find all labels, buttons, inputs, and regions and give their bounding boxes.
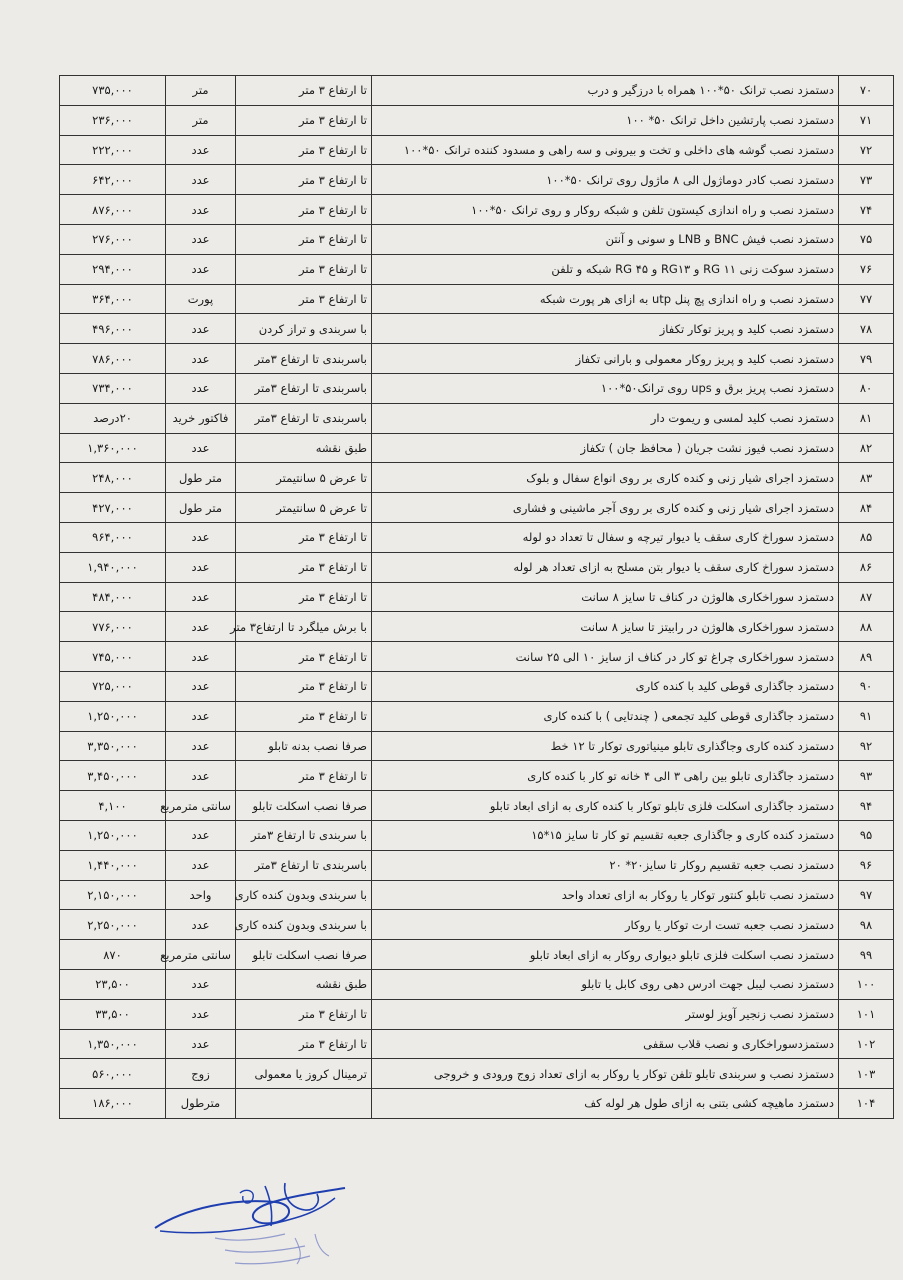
table-row — [60, 820, 894, 850]
row-unit-cell: عدد — [166, 373, 236, 403]
row-condition-cell: باسربندی تا ارتفاع ۳متر — [236, 373, 372, 403]
row-description-cell: دستمزد نصب زنجیر آویز لوستر — [372, 999, 839, 1029]
row-number-cell: ۷۲ — [839, 135, 894, 165]
row-number-cell: ۹۱ — [839, 701, 894, 731]
row-description-cell: دستمزد نصب فیوز نشت جریان ( محافظ جان ) تکفاز — [372, 433, 839, 463]
row-price-cell: ۲۳۶,۰۰۰ — [60, 105, 166, 135]
row-condition-cell: باسربندی تا ارتفاع ۳متر — [236, 344, 372, 374]
row-description-cell: دستمزد جاگذاری تابلو بین راهی ۳ الی ۴ خانه تو کار با کنده کاری — [372, 761, 839, 791]
row-price-cell: ۷۳۴,۰۰۰ — [60, 373, 166, 403]
row-condition-cell: تا ارتفاع ۳ متر — [236, 642, 372, 672]
row-unit-cell: عدد — [166, 224, 236, 254]
table-row — [60, 373, 894, 403]
row-description-cell: دستمزد نصب پریز برق و ups روی ترانک۵۰*۱۰۰ — [372, 373, 839, 403]
row-condition-cell: با سربندی وبدون کنده کاری — [236, 910, 372, 940]
row-number-cell: ۹۴ — [839, 791, 894, 821]
row-price-cell: ۴,۱۰۰ — [60, 791, 166, 821]
row-unit-cell: سانتی مترمربع — [166, 940, 236, 970]
row-price-cell: ۸۷۶,۰۰۰ — [60, 195, 166, 225]
row-description-cell: دستمزد جاگذاری قوطی کلید تجمعی ( چندتایی ) با کنده کاری — [372, 701, 839, 731]
row-number-cell: ۷۵ — [839, 224, 894, 254]
row-price-cell: ۱,۳۵۰,۰۰۰ — [60, 1029, 166, 1059]
row-number-cell: ۸۷ — [839, 582, 894, 612]
row-condition-cell: تا ارتفاع ۳ متر — [236, 135, 372, 165]
row-number-cell: ۷۳ — [839, 165, 894, 195]
row-unit-cell: عدد — [166, 999, 236, 1029]
row-number-cell: ۱۰۲ — [839, 1029, 894, 1059]
row-unit-cell: عدد — [166, 910, 236, 940]
row-description-cell: دستمزد نصب جعبه تست ارت توکار یا روکار — [372, 910, 839, 940]
row-price-cell: ۱,۲۵۰,۰۰۰ — [60, 701, 166, 731]
row-price-cell: ۹۶۴,۰۰۰ — [60, 522, 166, 552]
row-description-cell: دستمزدسوراخکاری و نصب قلاب سقفی — [372, 1029, 839, 1059]
row-price-cell: ۱۸۶,۰۰۰ — [60, 1089, 166, 1119]
table-row — [60, 642, 894, 672]
row-unit-cell: عدد — [166, 195, 236, 225]
row-condition-cell: تا ارتفاع ۳ متر — [236, 701, 372, 731]
row-price-cell: ۳۳,۵۰۰ — [60, 999, 166, 1029]
row-unit-cell: عدد — [166, 701, 236, 731]
row-price-cell: ۷۲۵,۰۰۰ — [60, 671, 166, 701]
row-number-cell: ۹۳ — [839, 761, 894, 791]
row-unit-cell: عدد — [166, 582, 236, 612]
table-row — [60, 940, 894, 970]
table-row — [60, 1089, 894, 1119]
row-unit-cell: عدد — [166, 254, 236, 284]
row-description-cell: دستمزد نصب و راه اندازی کیستون تلفن و شبکه روکار و روی ترانک ۵۰*۱۰۰ — [372, 195, 839, 225]
table-row — [60, 880, 894, 910]
row-number-cell: ۷۶ — [839, 254, 894, 284]
row-unit-cell: متر طول — [166, 463, 236, 493]
row-description-cell: دستمزد نصب و راه اندازی پچ پنل utp به ازای هر پورت شبکه — [372, 284, 839, 314]
row-description-cell: دستمزد نصب کلید و پریز روکار معمولی و بارانی تکفاز — [372, 344, 839, 374]
row-condition-cell: تا ارتفاع ۳ متر — [236, 999, 372, 1029]
row-unit-cell: واحد — [166, 880, 236, 910]
row-condition-cell: تا ارتفاع ۳ متر — [236, 195, 372, 225]
row-price-cell: ۶۴۲,۰۰۰ — [60, 165, 166, 195]
row-unit-cell: عدد — [166, 552, 236, 582]
row-price-cell: ۷۳۵,۰۰۰ — [60, 76, 166, 106]
row-price-cell: ۲۳,۵۰۰ — [60, 969, 166, 999]
row-unit-cell: عدد — [166, 850, 236, 880]
row-number-cell: ۷۰ — [839, 76, 894, 106]
row-number-cell: ۱۰۱ — [839, 999, 894, 1029]
row-number-cell: ۹۹ — [839, 940, 894, 970]
row-number-cell: ۹۲ — [839, 731, 894, 761]
row-number-cell: ۱۰۴ — [839, 1089, 894, 1119]
row-number-cell: ۸۵ — [839, 522, 894, 552]
row-price-cell: ۳,۴۵۰,۰۰۰ — [60, 761, 166, 791]
row-price-cell: ۵۶۰,۰۰۰ — [60, 1059, 166, 1089]
row-description-cell: دستمزد سوراخ کاری سقف یا دیوار بتن مسلح به ازای تعداد هر لوله — [372, 552, 839, 582]
row-unit-cell: عدد — [166, 612, 236, 642]
row-price-cell: ۲۰درصد — [60, 403, 166, 433]
table-row — [60, 344, 894, 374]
row-number-cell: ۹۷ — [839, 880, 894, 910]
row-condition-cell: تا ارتفاع ۳ متر — [236, 582, 372, 612]
row-condition-cell: تا عرض ۵ سانتیمتر — [236, 463, 372, 493]
row-unit-cell: سانتی مترمربع — [166, 791, 236, 821]
row-number-cell: ۸۶ — [839, 552, 894, 582]
row-price-cell: ۲۷۶,۰۰۰ — [60, 224, 166, 254]
row-number-cell: ۷۹ — [839, 344, 894, 374]
row-unit-cell: عدد — [166, 820, 236, 850]
row-price-cell: ۸۷۰ — [60, 940, 166, 970]
row-unit-cell: عدد — [166, 344, 236, 374]
table-row — [60, 105, 894, 135]
row-condition-cell: طبق نقشه — [236, 969, 372, 999]
price-table-body — [60, 76, 894, 1119]
row-number-cell: ۸۳ — [839, 463, 894, 493]
row-price-cell: ۴۸۴,۰۰۰ — [60, 582, 166, 612]
row-price-cell: ۴۹۶,۰۰۰ — [60, 314, 166, 344]
table-row — [60, 314, 894, 344]
row-description-cell: دستمزد کنده کاری وجاگذاری تابلو مینیاتوری توکار تا ۱۲ خط — [372, 731, 839, 761]
row-description-cell: دستمزد اجرای شیار زنی و کنده کاری بر روی انواع سفال و بلوک — [372, 463, 839, 493]
row-description-cell: دستمزد نصب لیبل جهت ادرس دهی روی کابل یا تابلو — [372, 969, 839, 999]
row-number-cell: ۱۰۳ — [839, 1059, 894, 1089]
row-description-cell: دستمزد سوراخکاری هالوژن در رابیتز تا سایز ۸ سانت — [372, 612, 839, 642]
row-unit-cell: مترطول — [166, 1089, 236, 1119]
row-description-cell: دستمزد نصب اسکلت فلزی تابلو دیواری روکار به ازای ابعاد تابلو — [372, 940, 839, 970]
row-description-cell: دستمزد نصب پارتشین داخل ترانک ۵۰* ۱۰۰ — [372, 105, 839, 135]
row-description-cell: دستمزد جاگذاری قوطی کلید با کنده کاری — [372, 671, 839, 701]
row-price-cell: ۲۲۲,۰۰۰ — [60, 135, 166, 165]
row-unit-cell: عدد — [166, 1029, 236, 1059]
row-unit-cell: عدد — [166, 522, 236, 552]
row-description-cell: دستمزد نصب کادر دوماژول الی ۸ ماژول روی ترانک ۵۰*۱۰۰ — [372, 165, 839, 195]
row-number-cell: ۹۶ — [839, 850, 894, 880]
row-condition-cell: تا ارتفاع ۳ متر — [236, 761, 372, 791]
row-condition-cell: صرفا نصب اسکلت تابلو — [236, 940, 372, 970]
row-number-cell: ۸۹ — [839, 642, 894, 672]
row-number-cell: ۸۰ — [839, 373, 894, 403]
row-unit-cell: متر — [166, 76, 236, 106]
row-description-cell: دستمزد نصب جعبه تقسیم روکار تا سایز۲۰* ۲۰ — [372, 850, 839, 880]
table-row — [60, 1029, 894, 1059]
table-row — [60, 671, 894, 701]
row-unit-cell: زوج — [166, 1059, 236, 1089]
row-description-cell: دستمزد نصب فیش BNC و LNB و سونی و آنتن — [372, 224, 839, 254]
row-unit-cell: عدد — [166, 671, 236, 701]
table-row — [60, 433, 894, 463]
table-row — [60, 76, 894, 106]
table-row — [60, 701, 894, 731]
row-condition-cell: صرفا نصب اسکلت تابلو — [236, 791, 372, 821]
row-price-cell: ۲,۱۵۰,۰۰۰ — [60, 880, 166, 910]
row-description-cell: دستمزد نصب و سربندی تابلو تلفن توکار یا روکار به ازای تعداد زوج ورودی و خروجی — [372, 1059, 839, 1089]
signature-stamp — [145, 1168, 365, 1273]
row-unit-cell: عدد — [166, 969, 236, 999]
row-description-cell: دستمزد نصب تابلو کنتور توکار یا روکار به ازای تعداد واحد — [372, 880, 839, 910]
row-description-cell: دستمزد سوراخ کاری سقف یا دیوار تیرچه و سفال تا تعداد دو لوله — [372, 522, 839, 552]
row-condition-cell: تا ارتفاع ۳ متر — [236, 76, 372, 106]
row-description-cell: دستمزد نصب ترانک ۵۰*۱۰۰ همراه با درزگیر و درب — [372, 76, 839, 106]
row-number-cell: ۸۱ — [839, 403, 894, 433]
row-description-cell: دستمزد سوراخکاری چراغ تو کار در کناف از سایز ۱۰ الی ۲۵ سانت — [372, 642, 839, 672]
row-unit-cell: عدد — [166, 731, 236, 761]
row-price-cell: ۱,۳۶۰,۰۰۰ — [60, 433, 166, 463]
row-unit-cell: عدد — [166, 314, 236, 344]
row-price-cell: ۱,۲۵۰,۰۰۰ — [60, 820, 166, 850]
row-condition-cell: صرفا نصب بدنه تابلو — [236, 731, 372, 761]
row-condition-cell: باسربندی تا ارتفاع ۳متر — [236, 403, 372, 433]
row-number-cell: ۱۰۰ — [839, 969, 894, 999]
table-row — [60, 195, 894, 225]
row-price-cell: ۱,۴۴۰,۰۰۰ — [60, 850, 166, 880]
row-unit-cell: پورت — [166, 284, 236, 314]
row-price-cell: ۲۴۸,۰۰۰ — [60, 463, 166, 493]
row-condition-cell: تا ارتفاع ۳ متر — [236, 165, 372, 195]
row-number-cell: ۸۴ — [839, 493, 894, 523]
row-unit-cell: فاکتور خرید — [166, 403, 236, 433]
row-unit-cell: متر — [166, 105, 236, 135]
table-row — [60, 284, 894, 314]
table-row — [60, 969, 894, 999]
row-condition-cell: تا ارتفاع ۳ متر — [236, 1029, 372, 1059]
table-row — [60, 612, 894, 642]
table-row — [60, 522, 894, 552]
row-price-cell: ۲۹۴,۰۰۰ — [60, 254, 166, 284]
row-condition-cell: تا ارتفاع ۳ متر — [236, 105, 372, 135]
table-row — [60, 165, 894, 195]
row-number-cell: ۸۲ — [839, 433, 894, 463]
table-row — [60, 850, 894, 880]
row-condition-cell: طبق نقشه — [236, 433, 372, 463]
row-number-cell: ۸۸ — [839, 612, 894, 642]
row-number-cell: ۹۵ — [839, 820, 894, 850]
row-condition-cell: ترمینال کروز یا معمولی — [236, 1059, 372, 1089]
row-description-cell: دستمزد نصب کلید لمسی و ریموت دار — [372, 403, 839, 433]
row-condition-cell: با برش میلگرد تا ارتفاع۳ متر — [236, 612, 372, 642]
row-description-cell: دستمزد جاگذاری اسکلت فلزی تابلو توکار با کنده کاری به ازای ابعاد تابلو — [372, 791, 839, 821]
row-description-cell: دستمزد ماهیچه کشی بتنی به ازای طول هر لوله کف — [372, 1089, 839, 1119]
row-description-cell: دستمزد نصب گوشه های داخلی و تخت و بیرونی و سه راهی و مسدود کننده ترانک ۵۰*۱۰۰ — [372, 135, 839, 165]
table-row — [60, 582, 894, 612]
table-row — [60, 552, 894, 582]
row-condition-cell: تا ارتفاع ۳ متر — [236, 552, 372, 582]
row-condition-cell: تا عرض ۵ سانتیمتر — [236, 493, 372, 523]
table-row — [60, 791, 894, 821]
row-number-cell: ۹۸ — [839, 910, 894, 940]
row-price-cell: ۱,۹۴۰,۰۰۰ — [60, 552, 166, 582]
table-row — [60, 731, 894, 761]
row-unit-cell: عدد — [166, 433, 236, 463]
table-row — [60, 999, 894, 1029]
row-condition-cell — [236, 1089, 372, 1119]
row-condition-cell: تا ارتفاع ۳ متر — [236, 224, 372, 254]
table-row — [60, 463, 894, 493]
row-number-cell: ۷۴ — [839, 195, 894, 225]
row-price-cell: ۴۲۷,۰۰۰ — [60, 493, 166, 523]
row-condition-cell: تا ارتفاع ۳ متر — [236, 671, 372, 701]
row-unit-cell: عدد — [166, 642, 236, 672]
row-condition-cell: تا ارتفاع ۳ متر — [236, 254, 372, 284]
row-condition-cell: باسربندی تا ارتفاع ۳متر — [236, 850, 372, 880]
row-condition-cell: تا ارتفاع ۳ متر — [236, 522, 372, 552]
row-description-cell: دستمزد کنده کاری و جاگذاری جعبه تقسیم تو کار تا سایز ۱۵*۱۵ — [372, 820, 839, 850]
row-price-cell: ۳,۳۵۰,۰۰۰ — [60, 731, 166, 761]
row-description-cell: دستمزد اجرای شیار زنی و کنده کاری بر روی آجر ماشینی و فشاری — [372, 493, 839, 523]
row-unit-cell: متر طول — [166, 493, 236, 523]
row-description-cell: دستمزد سوکت زنی RG ۱۱ و RG۱۳ و RG ۴۵ شبکه و تلفن — [372, 254, 839, 284]
row-price-cell: ۷۴۵,۰۰۰ — [60, 642, 166, 672]
table-row — [60, 493, 894, 523]
table-row — [60, 403, 894, 433]
table-row — [60, 135, 894, 165]
row-price-cell: ۳۶۴,۰۰۰ — [60, 284, 166, 314]
table-row — [60, 761, 894, 791]
table-row — [60, 1059, 894, 1089]
row-description-cell: دستمزد سوراخکاری هالوژن در کناف تا سایز ۸ سانت — [372, 582, 839, 612]
row-number-cell: ۷۸ — [839, 314, 894, 344]
row-number-cell: ۷۱ — [839, 105, 894, 135]
row-number-cell: ۹۰ — [839, 671, 894, 701]
row-condition-cell: تا ارتفاع ۳ متر — [236, 284, 372, 314]
row-unit-cell: عدد — [166, 165, 236, 195]
row-price-cell: ۲,۲۵۰,۰۰۰ — [60, 910, 166, 940]
row-condition-cell: با سربندی تا ارتفاع ۳متر — [236, 820, 372, 850]
table-row — [60, 254, 894, 284]
price-table — [59, 75, 894, 1119]
row-price-cell: ۷۸۶,۰۰۰ — [60, 344, 166, 374]
row-condition-cell: با سربندی و تراز کردن — [236, 314, 372, 344]
row-number-cell: ۷۷ — [839, 284, 894, 314]
row-condition-cell: با سربندی وبدون کنده کاری — [236, 880, 372, 910]
row-unit-cell: عدد — [166, 135, 236, 165]
row-unit-cell: عدد — [166, 761, 236, 791]
table-row — [60, 910, 894, 940]
table-row — [60, 224, 894, 254]
row-description-cell: دستمزد نصب کلید و پریز توکار تکفاز — [372, 314, 839, 344]
row-price-cell: ۷۷۶,۰۰۰ — [60, 612, 166, 642]
